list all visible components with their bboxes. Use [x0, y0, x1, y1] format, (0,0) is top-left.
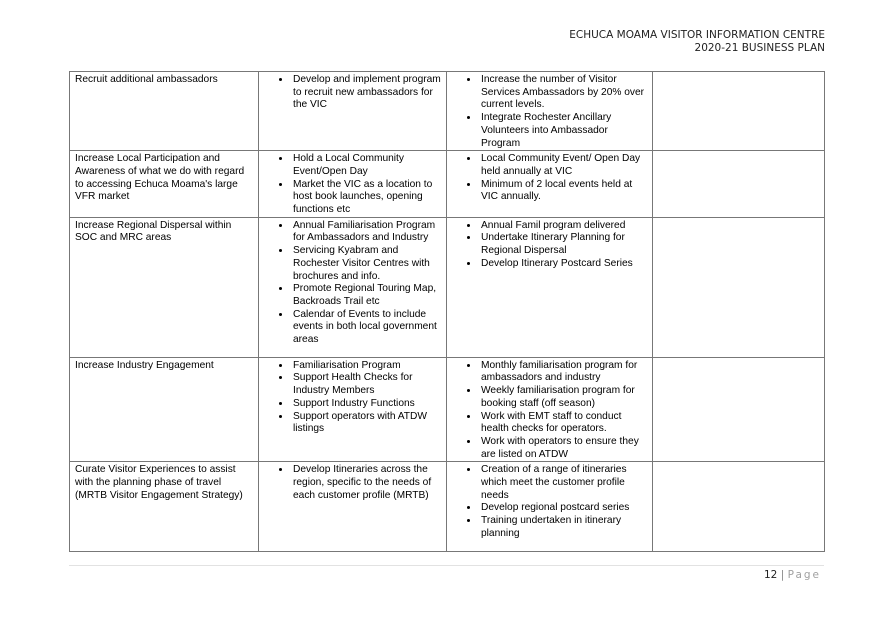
- outcome-item: • Develop regional postcard series: [479, 502, 647, 515]
- outcome-item: • Local Community Event/ Open Day held annually at VIC: [479, 153, 647, 178]
- objective-cell: Increase Regional Dispersal within SOC and MRC areas: [70, 217, 259, 357]
- outcome-item: • Undertake Itinerary Planning for Regional Dispersal: [479, 232, 647, 257]
- outcome-item: • Monthly familiarisation program for ambassadors and industry: [479, 360, 647, 385]
- action-item: • Hold a Local Community Event/Open Day: [291, 153, 441, 178]
- action-item: • Servicing Kyabram and Rochester Visitor Centres with brochures and info.: [291, 245, 441, 283]
- business-plan-table: [69, 71, 825, 552]
- action-item: • Support Health Checks for Industry Members: [291, 372, 441, 397]
- actions-cell: [259, 217, 447, 357]
- outcome-item: • Training undertaken in itinerary planning: [479, 515, 647, 540]
- notes-cell: [653, 217, 825, 357]
- action-item: • Support Industry Functions: [291, 398, 441, 411]
- notes-cell: [653, 151, 825, 218]
- page-header: [569, 29, 825, 55]
- actions-cell: [259, 72, 447, 151]
- outcome-item: • Work with EMT staff to conduct health checks for operators.: [479, 411, 647, 436]
- table-row: [70, 462, 825, 552]
- notes-cell: [653, 357, 825, 462]
- objective-cell: Curate Visitor Experiences to assist with the planning phase of travel (MRTB Visitor Engagement Strategy): [70, 462, 259, 552]
- table-row: [70, 151, 825, 218]
- action-item: • Develop Itineraries across the region, specific to the needs of each customer profile (MRTB): [291, 464, 441, 502]
- outcome-item: • Minimum of 2 local events held at VIC annually.: [479, 179, 647, 204]
- actions-cell: [259, 462, 447, 552]
- notes-cell: [653, 72, 825, 151]
- outcome-item: • Integrate Rochester Ancillary Volunteers into Ambassador Program: [479, 112, 647, 150]
- actions-cell: [259, 151, 447, 218]
- outcome-item: • Work with operators to ensure they are listed on ATDW: [479, 436, 647, 461]
- header-org-title: ECHUCA MOAMA VISITOR INFORMATION CENTRE: [569, 29, 825, 41]
- action-item: • Annual Familiarisation Program for Ambassadors and Industry: [291, 220, 441, 245]
- outcomes-cell: [447, 462, 653, 552]
- table-row: [70, 357, 825, 462]
- action-item: • Develop and implement program to recruit new ambassadors for the VIC: [291, 74, 441, 112]
- notes-cell: [653, 462, 825, 552]
- outcome-item: • Creation of a range of itineraries which meet the customer profile needs: [479, 464, 647, 502]
- outcome-item: • Increase the number of Visitor Services Ambassadors by 20% over current levels.: [479, 74, 647, 112]
- page-number: 12: [763, 569, 778, 581]
- action-item: • Support operators with ATDW listings: [291, 411, 441, 436]
- outcomes-cell: [447, 217, 653, 357]
- action-item: • Market the VIC as a location to host book launches, opening functions etc: [291, 179, 441, 217]
- page-footer: [764, 569, 821, 581]
- table-row: [70, 217, 825, 357]
- outcomes-cell: [447, 357, 653, 462]
- footer-separator: |: [780, 569, 785, 581]
- action-item: • Calendar of Events to include events in both local government areas: [291, 309, 441, 347]
- outcome-item: • Develop Itinerary Postcard Series: [479, 258, 647, 271]
- outcomes-cell: [447, 151, 653, 218]
- action-item: • Promote Regional Touring Map, Backroads Trail etc: [291, 283, 441, 308]
- actions-cell: [259, 357, 447, 462]
- page-label: Page: [787, 569, 821, 581]
- outcome-item: • Weekly familiarisation program for booking staff (off season): [479, 385, 647, 410]
- table-row: [70, 72, 825, 151]
- outcome-item: • Annual Famil program delivered: [479, 220, 647, 233]
- objective-cell: Recruit additional ambassadors: [70, 72, 259, 151]
- objective-cell: Increase Industry Engagement: [70, 357, 259, 462]
- header-plan-title: 2020-21 BUSINESS PLAN: [694, 42, 825, 54]
- footer-divider: [69, 565, 824, 566]
- outcomes-cell: [447, 72, 653, 151]
- objective-cell: Increase Local Participation and Awareness of what we do with regard to accessing Echuca Moama's large VFR market: [70, 151, 259, 218]
- action-item: • Familiarisation Program: [291, 360, 441, 373]
